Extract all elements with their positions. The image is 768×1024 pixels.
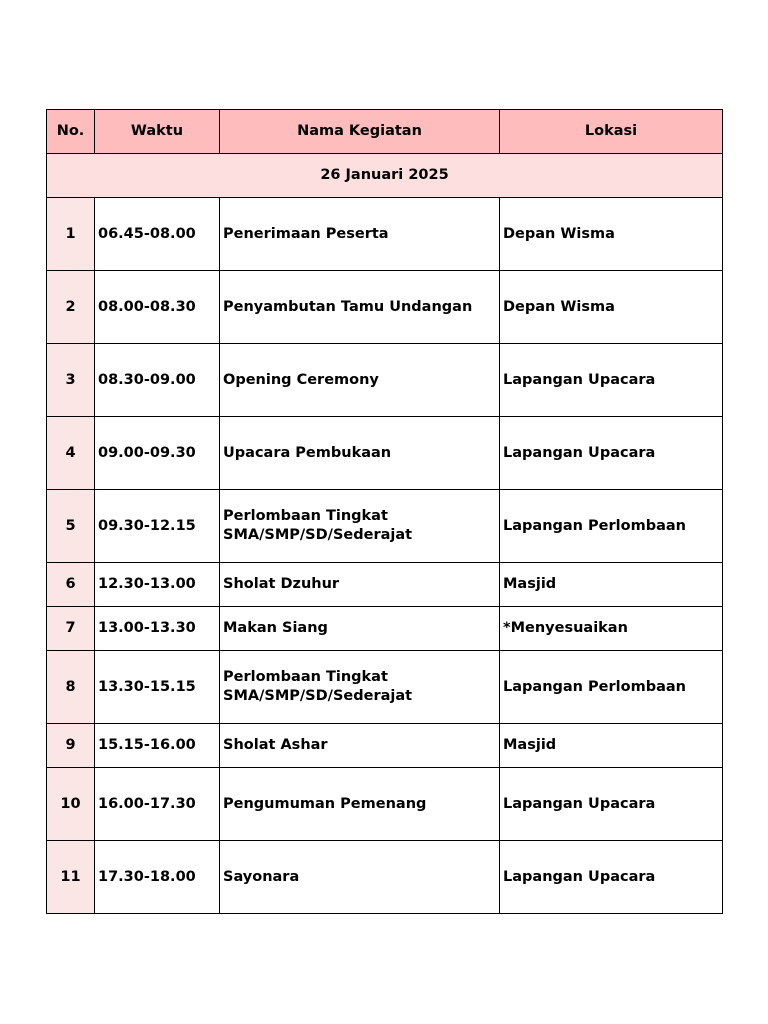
table-row bbox=[47, 651, 723, 724]
header-row bbox=[47, 110, 723, 154]
row-time: 08.30-09.00 bbox=[95, 344, 220, 417]
schedule-table bbox=[46, 109, 723, 914]
row-activity bbox=[220, 563, 500, 607]
row-number: 2 bbox=[47, 271, 95, 344]
row-number: 11 bbox=[47, 841, 95, 914]
row-time: 09.00-09.30 bbox=[95, 417, 220, 490]
activity-line: Sholat Dzuhur bbox=[223, 576, 340, 592]
row-number: 7 bbox=[47, 607, 95, 651]
row-number: 9 bbox=[47, 724, 95, 768]
activity-line: Perlombaan Tingkat bbox=[223, 508, 388, 524]
date-label: 26 Januari 2025 bbox=[47, 154, 723, 198]
row-activity bbox=[220, 198, 500, 271]
table-row bbox=[47, 768, 723, 841]
header-no: No. bbox=[47, 110, 95, 154]
row-number: 8 bbox=[47, 651, 95, 724]
row-location: Depan Wisma bbox=[500, 271, 723, 344]
row-activity bbox=[220, 841, 500, 914]
table-row bbox=[47, 271, 723, 344]
row-location: Masjid bbox=[500, 563, 723, 607]
row-number: 4 bbox=[47, 417, 95, 490]
table-row bbox=[47, 841, 723, 914]
activity-line: Opening Ceremony bbox=[223, 371, 379, 388]
table-row bbox=[47, 607, 723, 651]
activity-line: Pengumuman Pemenang bbox=[223, 795, 427, 812]
row-activity bbox=[220, 490, 500, 563]
row-activity bbox=[220, 607, 500, 651]
row-time: 13.00-13.30 bbox=[95, 607, 220, 651]
table-row bbox=[47, 563, 723, 607]
table-row bbox=[47, 417, 723, 490]
row-number: 3 bbox=[47, 344, 95, 417]
row-number: 1 bbox=[47, 198, 95, 271]
row-time: 06.45-08.00 bbox=[95, 198, 220, 271]
row-time: 16.00-17.30 bbox=[95, 768, 220, 841]
row-time: 15.15-16.00 bbox=[95, 724, 220, 768]
activity-line: Upacara Pembukaan bbox=[223, 444, 392, 461]
row-location: *Menyesuaikan bbox=[500, 607, 723, 651]
activity-line: SMA/SMP/SD/Sederajat bbox=[223, 688, 413, 704]
row-activity bbox=[220, 344, 500, 417]
table-row bbox=[47, 344, 723, 417]
header-location: Lokasi bbox=[500, 110, 723, 154]
header-time: Waktu bbox=[95, 110, 220, 154]
row-number: 6 bbox=[47, 563, 95, 607]
row-activity bbox=[220, 417, 500, 490]
row-activity bbox=[220, 271, 500, 344]
row-time: 09.30-12.15 bbox=[95, 490, 220, 563]
row-location: Lapangan Upacara bbox=[500, 417, 723, 490]
table-row bbox=[47, 198, 723, 271]
activity-line: Sholat Ashar bbox=[223, 737, 328, 753]
activity-line: Penyambutan Tamu Undangan bbox=[223, 298, 473, 315]
activity-line: Sayonara bbox=[223, 868, 300, 885]
row-time: 08.00-08.30 bbox=[95, 271, 220, 344]
date-row bbox=[47, 154, 723, 198]
table-row bbox=[47, 724, 723, 768]
row-location: Depan Wisma bbox=[500, 198, 723, 271]
row-number: 10 bbox=[47, 768, 95, 841]
row-location: Masjid bbox=[500, 724, 723, 768]
row-time: 12.30-13.00 bbox=[95, 563, 220, 607]
row-location: Lapangan Perlombaan bbox=[500, 651, 723, 724]
row-location: Lapangan Perlombaan bbox=[500, 490, 723, 563]
row-number: 5 bbox=[47, 490, 95, 563]
row-time: 13.30-15.15 bbox=[95, 651, 220, 724]
activity-line: SMA/SMP/SD/Sederajat bbox=[223, 527, 413, 543]
row-activity bbox=[220, 724, 500, 768]
header-activity: Nama Kegiatan bbox=[220, 110, 500, 154]
row-time: 17.30-18.00 bbox=[95, 841, 220, 914]
row-location: Lapangan Upacara bbox=[500, 841, 723, 914]
row-location: Lapangan Upacara bbox=[500, 344, 723, 417]
row-location: Lapangan Upacara bbox=[500, 768, 723, 841]
row-activity bbox=[220, 651, 500, 724]
activity-line: Penerimaan Peserta bbox=[223, 225, 389, 242]
table-row bbox=[47, 490, 723, 563]
row-activity bbox=[220, 768, 500, 841]
activity-line: Makan Siang bbox=[223, 620, 328, 636]
activity-line: Perlombaan Tingkat bbox=[223, 669, 388, 685]
